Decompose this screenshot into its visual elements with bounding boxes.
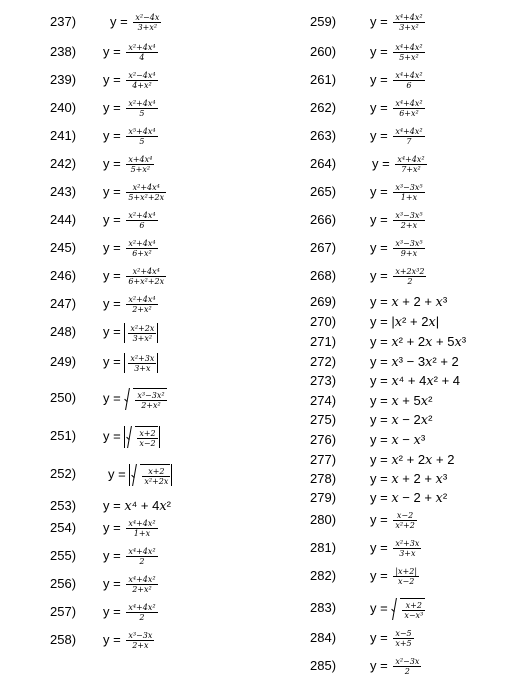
problem-245 xyxy=(50,238,260,264)
problem-number: 250) xyxy=(50,390,77,405)
equation: y = $\frac{\text{x³−3x⁵}}{2+x}$ xyxy=(370,211,423,231)
equation: y = x² + 2x + 2 xyxy=(370,452,455,468)
problem-243 xyxy=(50,182,260,208)
problem-number: 276) xyxy=(310,432,337,447)
problem-number: 268) xyxy=(310,268,337,283)
equation: y = $\frac{\text{x⁴+4x²}}{6}$ xyxy=(370,71,423,91)
problem-number: 247) xyxy=(50,296,77,311)
equation: y = $\frac{x+2}{x-2}$ xyxy=(103,426,160,448)
problem-number: 280) xyxy=(310,512,337,527)
problem-241 xyxy=(50,126,260,152)
problem-number: 239) xyxy=(50,72,77,87)
problem-number: 277) xyxy=(310,452,337,467)
equation: y = $\frac{x-2}{\text{x²+2}}$ xyxy=(370,511,415,531)
problem-254 xyxy=(50,518,260,544)
equation: y = $\frac{\text{x⁴+4x²}}{\text{2+x²}}$ xyxy=(103,575,156,595)
problem-284 xyxy=(310,628,520,654)
problem-number: 249) xyxy=(50,354,77,369)
equation: y = x⁴ + 4x² + 4 xyxy=(370,373,461,389)
equation: y = $\frac{\text{x²+4x⁴}}{\text{6+x²}}$ xyxy=(103,239,156,259)
problem-number: 272) xyxy=(310,354,337,369)
problem-259 xyxy=(310,12,520,38)
problem-262 xyxy=(310,98,520,124)
equation: y = $\frac{\text{x²+4x⁴}}{\text{2+x²}}$ xyxy=(103,295,156,315)
equation: y = $\frac{\text{x³−3x⁵}}{9+x}$ xyxy=(370,239,423,259)
problem-264 xyxy=(310,154,520,180)
equation: y = $\frac{\text{x²−4x}}{\text{3+x²}}$ xyxy=(110,13,160,33)
equation: y = |x² + 2x| xyxy=(370,314,440,330)
problem-256 xyxy=(50,574,260,600)
problem-248 xyxy=(50,322,260,348)
problem-255 xyxy=(50,546,260,572)
equation: y = $\frac{\text{x⁴+4x²}}{7}$ xyxy=(370,127,423,147)
problem-number: 241) xyxy=(50,128,77,143)
problem-247 xyxy=(50,294,260,320)
equation: y = $\frac{\text{x²+3x}}{3+x}$ xyxy=(370,539,420,559)
problem-246 xyxy=(50,266,260,292)
problem-number: 254) xyxy=(50,520,77,535)
equation: y = $\frac{\text{x⁴+4x²}}{2}$ xyxy=(103,547,156,567)
problem-number: 238) xyxy=(50,44,77,59)
equation: y = x + 2 + x³ xyxy=(370,471,448,487)
equation: y = $\frac{\text{x²−4x⁴}}{\text{4+x²}}$ xyxy=(103,71,156,91)
problem-249 xyxy=(50,352,260,378)
problem-number: 273) xyxy=(310,373,337,388)
equation: y = $\frac{\text{x⁴+4x²}}{\text{7+x²}}$ xyxy=(372,155,425,175)
problem-238 xyxy=(50,42,260,68)
problem-252 xyxy=(50,464,260,490)
equation: y = $\frac{\text{x⁴+4x²}}{2}$ xyxy=(103,603,156,623)
problem-number: 267) xyxy=(310,240,337,255)
equation: y = x² + 2x + 5x³ xyxy=(370,334,467,350)
equation: y = $\frac{\text{x⁴+4x²}}{\text{6+x²}}$ xyxy=(370,99,423,119)
problem-number: 275) xyxy=(310,412,337,427)
equation: y = x + 2 + x³ xyxy=(370,294,448,310)
problem-number: 259) xyxy=(310,14,337,29)
equation: y = $\frac{\text{x+4x⁴}}{\text{5+x²}}$ xyxy=(103,155,153,175)
problem-265 xyxy=(310,182,520,208)
equation: y = x + 5x² xyxy=(370,393,433,409)
problem-number: 264) xyxy=(310,156,337,171)
equation: y = $\frac{\text{x³−3x⁵}}{1+x}$ xyxy=(370,183,423,203)
equation: y = $\frac{x+2}{\text{x−x³}}$ xyxy=(370,598,425,620)
problem-267 xyxy=(310,238,520,264)
problem-number: 263) xyxy=(310,128,337,143)
problem-257 xyxy=(50,602,260,628)
problem-number: 282) xyxy=(310,568,337,583)
problem-number: 266) xyxy=(310,212,337,227)
equation: y = $\frac{\text{x⁵+4x⁴}}{5}$ xyxy=(103,127,156,147)
problem-239 xyxy=(50,70,260,96)
problem-285 xyxy=(310,656,520,682)
problem-number: 278) xyxy=(310,471,337,486)
problem-237 xyxy=(50,12,260,38)
problem-number: 246) xyxy=(50,268,77,283)
equation: y = $\frac{\text{x²+2x}}{\text{3+x²}}$ xyxy=(103,322,158,343)
equation: y = x⁴ + 4x² xyxy=(103,498,171,514)
equation: y = $\frac{\text{x²+4x⁴}}{4}$ xyxy=(103,43,156,63)
problem-number: 242) xyxy=(50,156,77,171)
equation: y = $\frac{\text{x³−3x²}}{\text{2+x²}}$ xyxy=(103,388,167,410)
problem-number: 274) xyxy=(310,393,337,408)
equation: y = $\frac{\text{x⁴+4x²}}{1+x}$ xyxy=(103,519,156,539)
problem-244 xyxy=(50,210,260,236)
problem-281 xyxy=(310,538,520,564)
problem-number: 255) xyxy=(50,548,77,563)
equation: y = $\frac{\text{x²+4x⁴}}{\text{5+x²+2x}}$ xyxy=(103,183,165,203)
equation: y = $\frac{\text{x²+4x⁴}}{6}$ xyxy=(103,211,156,231)
problem-280 xyxy=(310,510,520,536)
problem-number: 253) xyxy=(50,498,77,513)
problem-268 xyxy=(310,266,520,292)
equation: y = $\frac{\text{x⁴+4x²}}{\text{5+x²}}$ xyxy=(370,43,423,63)
equation: y = x − x³ xyxy=(370,432,426,448)
equation: y = $\frac{\text{x²+3x}}{3+x}$ xyxy=(103,352,158,373)
problem-242 xyxy=(50,154,260,180)
problem-number: 284) xyxy=(310,630,337,645)
problem-266 xyxy=(310,210,520,236)
equation: y = $\frac{\text{x³−3x}}{2+x}$ xyxy=(103,631,153,651)
problem-number: 261) xyxy=(310,72,337,87)
problem-251 xyxy=(50,426,260,452)
problem-number: 281) xyxy=(310,540,337,555)
problem-number: 248) xyxy=(50,324,77,339)
equation: y = $\frac{|x+2|}{x-2}$ xyxy=(370,567,418,587)
equation: y = x − 2 + x² xyxy=(370,490,448,506)
problem-number: 243) xyxy=(50,184,77,199)
problem-number: 271) xyxy=(310,334,337,349)
problem-240 xyxy=(50,98,260,124)
problem-number: 283) xyxy=(310,600,337,615)
equation: y = $\frac{\text{x²+4x⁴}}{\text{6+x²+2x}}$ xyxy=(103,267,165,287)
problem-number: 270) xyxy=(310,314,337,329)
equation: y = $\frac{x+2}{\text{x²+2x}}$ xyxy=(108,464,172,486)
problem-260 xyxy=(310,42,520,68)
problem-number: 265) xyxy=(310,184,337,199)
problem-number: 260) xyxy=(310,44,337,59)
problem-283 xyxy=(310,598,520,624)
problem-number: 252) xyxy=(50,466,77,481)
problem-261 xyxy=(310,70,520,96)
problem-258 xyxy=(50,630,260,656)
problem-263 xyxy=(310,126,520,152)
problem-282 xyxy=(310,566,520,592)
equation: y = x³ − 3x² + 2 xyxy=(370,354,459,370)
problem-number: 237) xyxy=(50,14,77,29)
equation: y = $\frac{\text{x²+4x⁴}}{5}$ xyxy=(103,99,156,119)
equation: y = $\frac{x-5}{x+5}$ xyxy=(370,629,412,649)
problem-number: 269) xyxy=(310,294,337,309)
equation: y = $\frac{\text{x+2x³2}}{2}$ xyxy=(370,267,425,287)
problem-number: 245) xyxy=(50,240,77,255)
problem-number: 279) xyxy=(310,490,337,505)
equation: y = $\frac{\text{x⁴+4x²}}{\text{3+x²}}$ xyxy=(370,13,423,33)
problem-250 xyxy=(50,388,260,414)
problem-number: 251) xyxy=(50,428,77,443)
problem-number: 240) xyxy=(50,100,77,115)
problem-number: 285) xyxy=(310,658,337,673)
problem-number: 244) xyxy=(50,212,77,227)
problem-number: 256) xyxy=(50,576,77,591)
problem-number: 258) xyxy=(50,632,77,647)
equation: y = $\frac{\text{x²−3x}}{2}$ xyxy=(370,657,420,677)
problem-number: 257) xyxy=(50,604,77,619)
problem-number: 262) xyxy=(310,100,337,115)
equation: y = x − 2x² xyxy=(370,412,433,428)
